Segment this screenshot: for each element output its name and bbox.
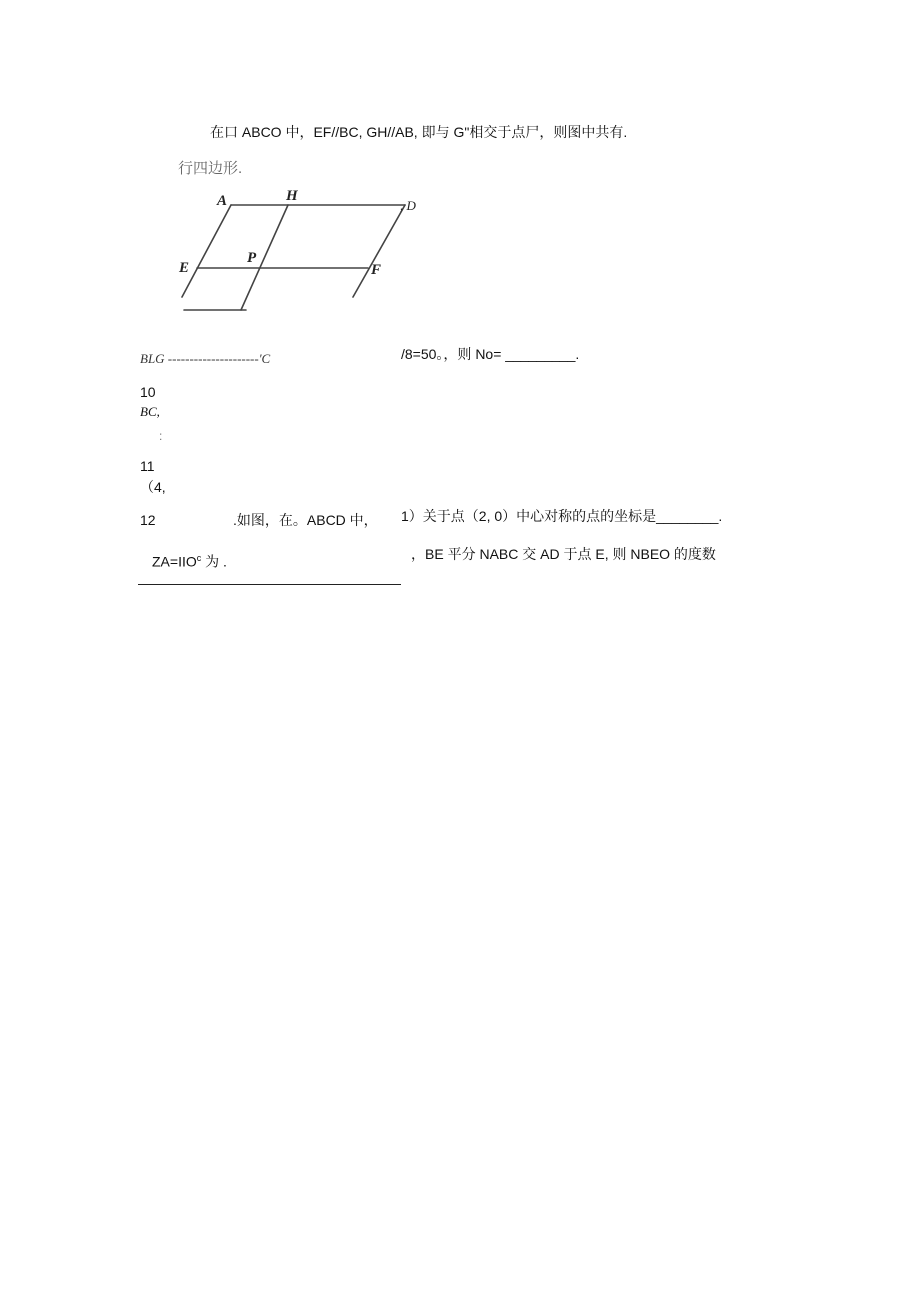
q12-left-text: .如图，在。ABCD 中， [233, 512, 378, 528]
label-h: H [286, 188, 298, 204]
q12-angle [152, 549, 227, 571]
q12-angle-end: 为 . [201, 553, 227, 570]
q12-number: 12 [140, 512, 156, 528]
q12-angle-sup: c [196, 553, 202, 563]
label-f: F [371, 262, 382, 278]
q9-line2: 行四边形. [178, 160, 243, 177]
label-e: E [179, 260, 190, 276]
q12-answer-line [138, 584, 401, 585]
q10-mark: : [159, 429, 163, 443]
q12-right-text: ，BE 平分 NABC 交 AD 于点 E, 则 NBEO 的度数 [411, 546, 716, 562]
q10-number: 10 [140, 384, 156, 400]
q10-sub: BC, [140, 404, 160, 419]
q10-condition: /8=50。，则 No= [401, 346, 502, 362]
q9-line1: 在口 ABCO 中，EF//BC, GH//AB, 即与 G"相交于点尸，则图中共有. [210, 124, 628, 140]
label-d: , D [400, 198, 416, 213]
q12-angle-text: ZA=IIO [152, 553, 197, 570]
q10-left-text: BLG ---------------------'C [140, 351, 271, 366]
q11-sub: （4, [140, 479, 166, 495]
q10-right-text [401, 345, 579, 363]
segment-dc [353, 205, 405, 297]
q11-right-text: 1）关于点（2, 0）中心对称的点的坐标是________. [401, 508, 723, 524]
q10-end: . [575, 346, 580, 362]
label-p: P [247, 250, 257, 266]
q11-number: 11 [140, 458, 155, 474]
q10-answer-blank: _________ [505, 346, 576, 362]
segment-ab [182, 205, 231, 297]
label-a: A [217, 193, 228, 209]
